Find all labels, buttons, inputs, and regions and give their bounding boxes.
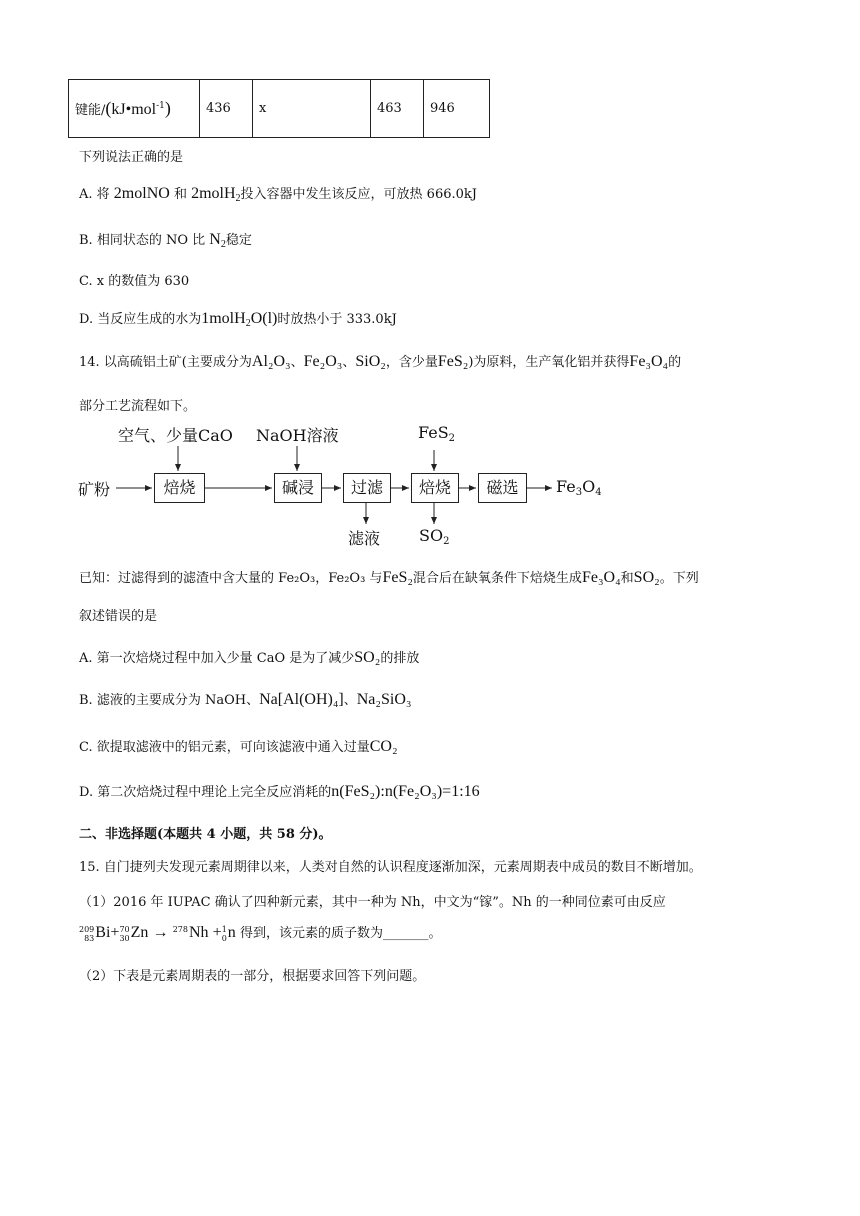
flow-top-label-3: FeS$_2$ [418,423,456,444]
value-cell-4: 946 [424,80,490,138]
q13-option-c: C. x 的数值为 630 [79,274,190,289]
q13-option-a: A. 将 2molNO 和 2molH$_2$投入容器中发生该反应，可放热 666.0kJ [79,185,477,204]
flow-box-roast-1: 焙烧 [154,473,205,503]
q13-stem: 下列说法正确的是 [79,150,184,165]
flow-top-label-1: 空气、少量CaO [118,426,233,445]
flow-bottom-label-1: 滤液 [348,529,381,548]
flow-box-magnetic-separation: 磁选 [478,473,527,503]
q14-option-a: A. 第一次焙烧过程中加入少量 CaO 是为了减少SO₂的排放 [79,649,420,666]
flow-input-label: 矿粉 [78,480,111,499]
flow-box-alkali-leach: 碱浸 [274,473,322,503]
q14-stem-line1: 14. 以高硫铝土矿(主要成分为Al₂O₃、Fe₂O₃、SiO₂，含少量FeS₂)为原料，生产氧化铝并获得Fe₃O₄的 [79,353,682,370]
flow-bottom-label-2: $SO_2$ [419,526,450,547]
row-label-unit: kJ•mol [111,101,157,118]
value-cell-3: 463 [371,80,424,138]
q14-known-line1: 已知：过滤得到的滤渣中含大量的 Fe₂O₃，Fe₂O₃ 与FeS₂混合后在缺氧条件下焙烧生成Fe₃O₄和SO₂。下列 [79,569,699,586]
process-flow-diagram [78,420,618,555]
q15-part2: （2）下表是元素周期表的一部分，根据要求回答下列问题。 [79,969,426,984]
q15-stem: 15. 自门捷列夫发现元素周期律以来，人类对自然的认识程度逐渐加深，元素周期表中成员的数目不断增加。 [79,860,702,875]
q14-option-b: B. 滤液的主要成分为 NaOH、Na[Al(OH)₄]、Na₂SiO₃ [79,691,412,708]
q14-known-line2: 叙述错误的是 [79,609,158,624]
q14-option-c: C. 欲提取滤液中的铝元素，可向该滤液中通入过量CO₂ [79,738,398,755]
q14-stem-line2: 部分工艺流程如下。 [79,399,197,414]
table-row [69,80,490,138]
row-label-prefix: 键能/ [75,103,106,118]
flow-output-label: $Fe_3O_4$ [556,477,602,498]
value-cell-1: 436 [200,80,253,138]
flow-box-roast-2: 焙烧 [411,473,459,503]
flow-top-label-2: NaOH溶液 [256,426,339,445]
row-label-unit-exp: -1 [156,101,165,111]
section-2-heading: 二、非选择题(本题共 4 小题，共 58 分)。 [79,827,332,842]
flow-box-filter: 过滤 [343,473,391,503]
q15-part1-line1: （1）2016 年 IUPAC 确认了四种新元素，其中一种为 Nh，中文为“镓”。Nh 的一种同位素可由反应 [79,895,666,910]
q13-option-b: B. 相同状态的 NO 比 $N_2$稳定 [79,231,252,250]
q14-option-d: D. 第二次焙烧过程中理论上完全反应消耗的n(FeS₂):n(Fe₂O₃)=1:16 [79,783,480,800]
q15-part1-line2-text: 得到，该元素的质子数为_______。 [239,926,442,941]
bond-energy-table [68,79,490,138]
q13-option-d: D. 当反应生成的水为1molH$_2$O(l)时放热小于 333.0kJ [79,310,397,329]
q15-part1-equation: 209 83Bi+70 30Zn → 278 Nh +1 0n 得到，该元素的质子数为_______。 [79,924,442,943]
row-label-cell: 键能/(kJ•mol$^{-1}$) [69,80,200,138]
value-cell-2: x [253,80,371,138]
